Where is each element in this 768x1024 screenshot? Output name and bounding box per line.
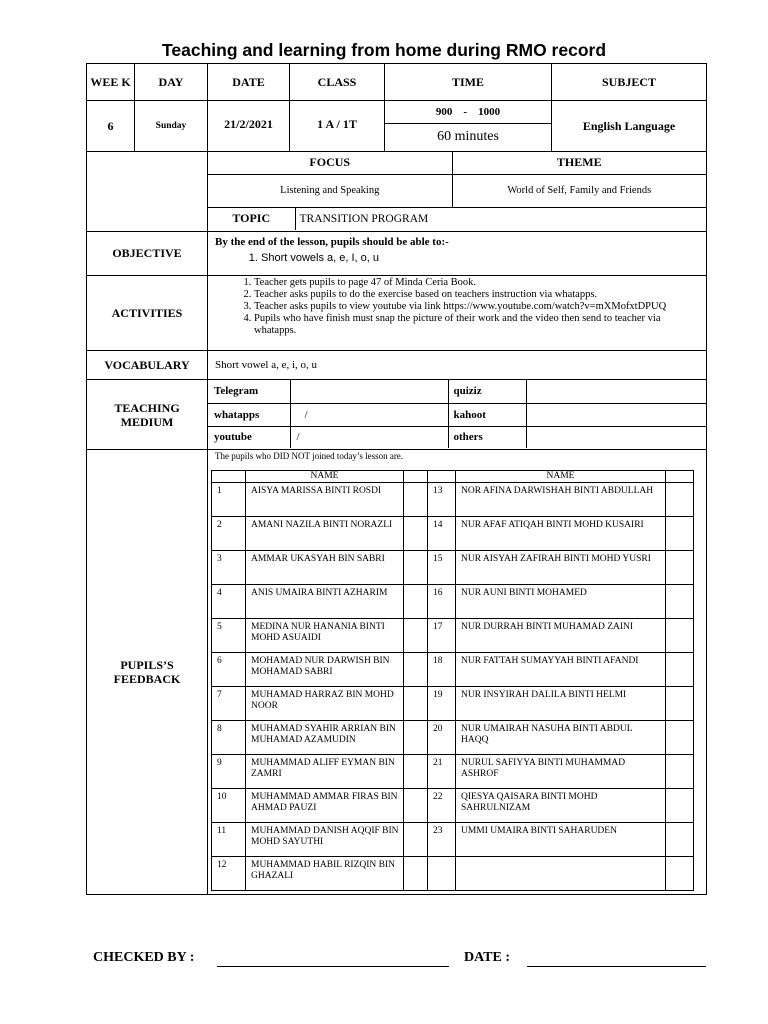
pupil-mark [404, 653, 428, 687]
objective-list [215, 252, 706, 264]
pupil-names-table [211, 470, 694, 891]
topic-value: TRANSITION PROGRAM [295, 207, 706, 230]
activities-cell [208, 276, 707, 351]
time-sep: - [463, 106, 468, 119]
pupil-name: MUHAMMAD AMMAR FIRAS BIN AHMAD PAUZI [246, 789, 404, 823]
feedback-label: PUPILS’S FEEDBACK [87, 450, 208, 895]
pupil-number: 7 [212, 687, 246, 721]
time-end: 1000 [478, 106, 501, 119]
objective-cell [208, 232, 707, 276]
objective-item: 1. Short vowels a, e, I, o, u [261, 252, 706, 264]
pupil-mark [404, 585, 428, 619]
pupil-name: NUR DURRAH BINTI MUHAMAD ZAINI [456, 619, 666, 653]
class-value: 1 A / 1T [290, 101, 385, 152]
pupil-name: AISYA MARISSA BINTI ROSDI [246, 483, 404, 517]
pupil-mark [666, 517, 694, 551]
pupil-mark [404, 551, 428, 585]
table-row [212, 823, 694, 857]
pupil-mark [404, 687, 428, 721]
pupil-number: 23 [428, 823, 456, 857]
pupil-number: 11 [212, 823, 246, 857]
pupil-name: NOR AFINA DARWISHAH BINTI ABDULLAH [456, 483, 666, 517]
objective-intro: By the end of the lesson, pupils should be able to:- [215, 236, 449, 248]
table-row [212, 687, 694, 721]
pupil-mark [666, 619, 694, 653]
pupil-number: 20 [428, 721, 456, 755]
theme-header: THEME [452, 152, 706, 174]
pupil-number: 21 [428, 755, 456, 789]
medium-kahoot-mark [526, 403, 706, 426]
checked-by-line[interactable] [217, 966, 449, 967]
pupil-name: ANIS UMAIRA BINTI AZHARIM [246, 585, 404, 619]
subject-header: SUBJECT [552, 64, 707, 101]
table-row [212, 653, 694, 687]
record-table [86, 63, 707, 895]
pupil-mark [404, 789, 428, 823]
pupil-number: 15 [428, 551, 456, 585]
pupil-name: UMMI UMAIRA BINTI SAHARUDEN [456, 823, 666, 857]
feedback-note: The pupils who DID NOT joined today’s lesson are. [215, 451, 404, 461]
pupil-mark [666, 653, 694, 687]
week-value: 6 [87, 101, 135, 152]
pupil-name: NUR INSYIRAH DALILA BINTI HELMI [456, 687, 666, 721]
pupil-number: 9 [212, 755, 246, 789]
medium-youtube-mark: / [290, 426, 448, 448]
pupil-mark [404, 483, 428, 517]
pupil-mark [404, 823, 428, 857]
activity-item: 3. Teacher asks pupils to view youtube via link https://www.youtube.com/watch?v=mXMofxtDPUQ [254, 301, 700, 313]
pupil-number: 2 [212, 517, 246, 551]
pupil-name: MEDINA NUR HANANIA BINTI MOHD ASUAIDI [246, 619, 404, 653]
pupil-name: MUHAMMAD ALIFF EYMAN BIN ZAMRI [246, 755, 404, 789]
table-row [212, 585, 694, 619]
pupil-name: MUHAMMAD DANISH AQQIF BIN MOHD SAYUTHI [246, 823, 404, 857]
duration-value: 60 minutes [437, 129, 499, 145]
table-row [212, 517, 694, 551]
pupil-mark [666, 721, 694, 755]
subject-value: English Language [552, 101, 707, 152]
pupil-name: NUR UMAIRAH NASUHA BINTI ABDUL HAQQ [456, 721, 666, 755]
pupil-name: MUHAMAD SYAHIR ARRIAN BIN MUHAMAD AZAMUDIN [246, 721, 404, 755]
table-row [212, 857, 694, 891]
pupil-mark [666, 857, 694, 891]
pupil-mark [666, 483, 694, 517]
vocabulary-value: Short vowel a, e, i, o, u [208, 351, 707, 380]
pupil-number: 4 [212, 585, 246, 619]
table-row [212, 619, 694, 653]
pupil-number: 10 [212, 789, 246, 823]
pupil-number: 6 [212, 653, 246, 687]
pupil-mark [666, 687, 694, 721]
date-line[interactable] [527, 966, 706, 967]
topic-label: TOPIC [208, 207, 295, 230]
pupil-mark [666, 755, 694, 789]
pupil-name: QIESYA QAISARA BINTI MOHD SAHRULNIZAM [456, 789, 666, 823]
pupil-name: NUR AISYAH ZAFIRAH BINTI MOHD YUSRI [456, 551, 666, 585]
pupil-number: 22 [428, 789, 456, 823]
medium-others: others [448, 426, 526, 448]
pupil-name: MUHAMAD HARRAZ BIN MOHD NOOR [246, 687, 404, 721]
pupil-number: 12 [212, 857, 246, 891]
table-row [212, 755, 694, 789]
page-title: Teaching and learning from home during RMO record [161, 40, 607, 60]
medium-telegram-mark [290, 380, 448, 403]
medium-others-mark [526, 426, 706, 448]
table-row [212, 789, 694, 823]
vocabulary-label: VOCABULARY [87, 351, 208, 380]
table-row [212, 483, 694, 517]
table-row [212, 551, 694, 585]
activities-label: ACTIVITIES [87, 276, 208, 351]
pupil-number: 8 [212, 721, 246, 755]
pupil-mark [404, 619, 428, 653]
pupil-name: AMMAR UKASYAH BIN SABRI [246, 551, 404, 585]
pupil-number: 5 [212, 619, 246, 653]
activity-item: 1. Teacher gets pupils to page 47 of Minda Ceria Book. [254, 277, 700, 289]
date-header: DATE [208, 64, 290, 101]
date-value: 21/2/2021 [208, 101, 290, 152]
pupil-mark [404, 517, 428, 551]
teaching-medium-table [208, 380, 706, 448]
date-label: DATE : [464, 950, 511, 965]
pupil-mark [666, 823, 694, 857]
pupil-number [428, 857, 456, 891]
medium-quiziz-mark [526, 380, 706, 403]
medium-quiziz: quiziz [448, 380, 526, 403]
day-value: Sunday [135, 101, 208, 152]
pupil-name: NUR AUNI BINTI MOHAMED [456, 585, 666, 619]
medium-whatapps: whatapps [208, 403, 290, 426]
objective-label: OBJECTIVE [87, 232, 208, 276]
names-header-row [212, 471, 694, 483]
pupil-number: 13 [428, 483, 456, 517]
pupil-mark [404, 755, 428, 789]
medium-telegram: Telegram [208, 380, 290, 403]
pupil-name: NURUL SAFIYYA BINTI MUHAMMAD ASHROF [456, 755, 666, 789]
pupil-mark [666, 789, 694, 823]
pupil-number: 14 [428, 517, 456, 551]
checked-by-label: CHECKED BY : [93, 950, 195, 965]
activity-item: 2. Teacher asks pupils to do the exercise based on teachers instruction via whatapps. [254, 289, 700, 301]
focus-value: Listening and Speaking [208, 174, 452, 207]
feedback-cell [208, 450, 707, 895]
pupil-name: MOHAMAD NUR DARWISH BIN MOHAMAD SABRI [246, 653, 404, 687]
time-range [385, 102, 551, 124]
pupil-number: 17 [428, 619, 456, 653]
pupil-name [456, 857, 666, 891]
activity-item: 4. Pupils who have finish must snap the picture of their work and the video then send to teacher via whatapps. [254, 313, 700, 337]
pupil-number: 1 [212, 483, 246, 517]
pupil-mark [404, 857, 428, 891]
name-header-right: NAME [456, 471, 666, 483]
name-header-left: NAME [246, 471, 404, 483]
day-header: DAY [135, 64, 208, 101]
pupil-number: 18 [428, 653, 456, 687]
pupil-mark [666, 585, 694, 619]
pupil-mark [404, 721, 428, 755]
pupil-name: AMANI NAZILA BINTI NORAZLI [246, 517, 404, 551]
time-start: 900 [435, 106, 453, 119]
medium-youtube: youtube [208, 426, 290, 448]
time-header: TIME [385, 64, 552, 101]
teaching-medium-label: TEACHING MEDIUM [87, 380, 208, 450]
pupil-name: NUR AFAF ATIQAH BINTI MOHD KUSAIRI [456, 517, 666, 551]
focus-theme-table [208, 152, 706, 230]
pupil-number: 16 [428, 585, 456, 619]
class-header: CLASS [290, 64, 385, 101]
footer [93, 950, 713, 970]
pupil-name: NUR FATTAH SUMAYYAH BINTI AFANDI [456, 653, 666, 687]
pupil-number: 3 [212, 551, 246, 585]
theme-value: World of Self, Family and Friends [452, 174, 706, 207]
pupil-number: 19 [428, 687, 456, 721]
week-header: WEE K [87, 64, 135, 101]
focus-blank-cell [87, 152, 208, 232]
pupil-mark [666, 551, 694, 585]
medium-whatapps-mark: / [290, 403, 448, 426]
activities-list [208, 277, 706, 337]
focus-header: FOCUS [208, 152, 452, 174]
table-row [212, 721, 694, 755]
medium-kahoot: kahoot [448, 403, 526, 426]
pupil-name: MUHAMMAD HABIL RIZQIN BIN GHAZALI [246, 857, 404, 891]
time-cell [385, 101, 552, 152]
